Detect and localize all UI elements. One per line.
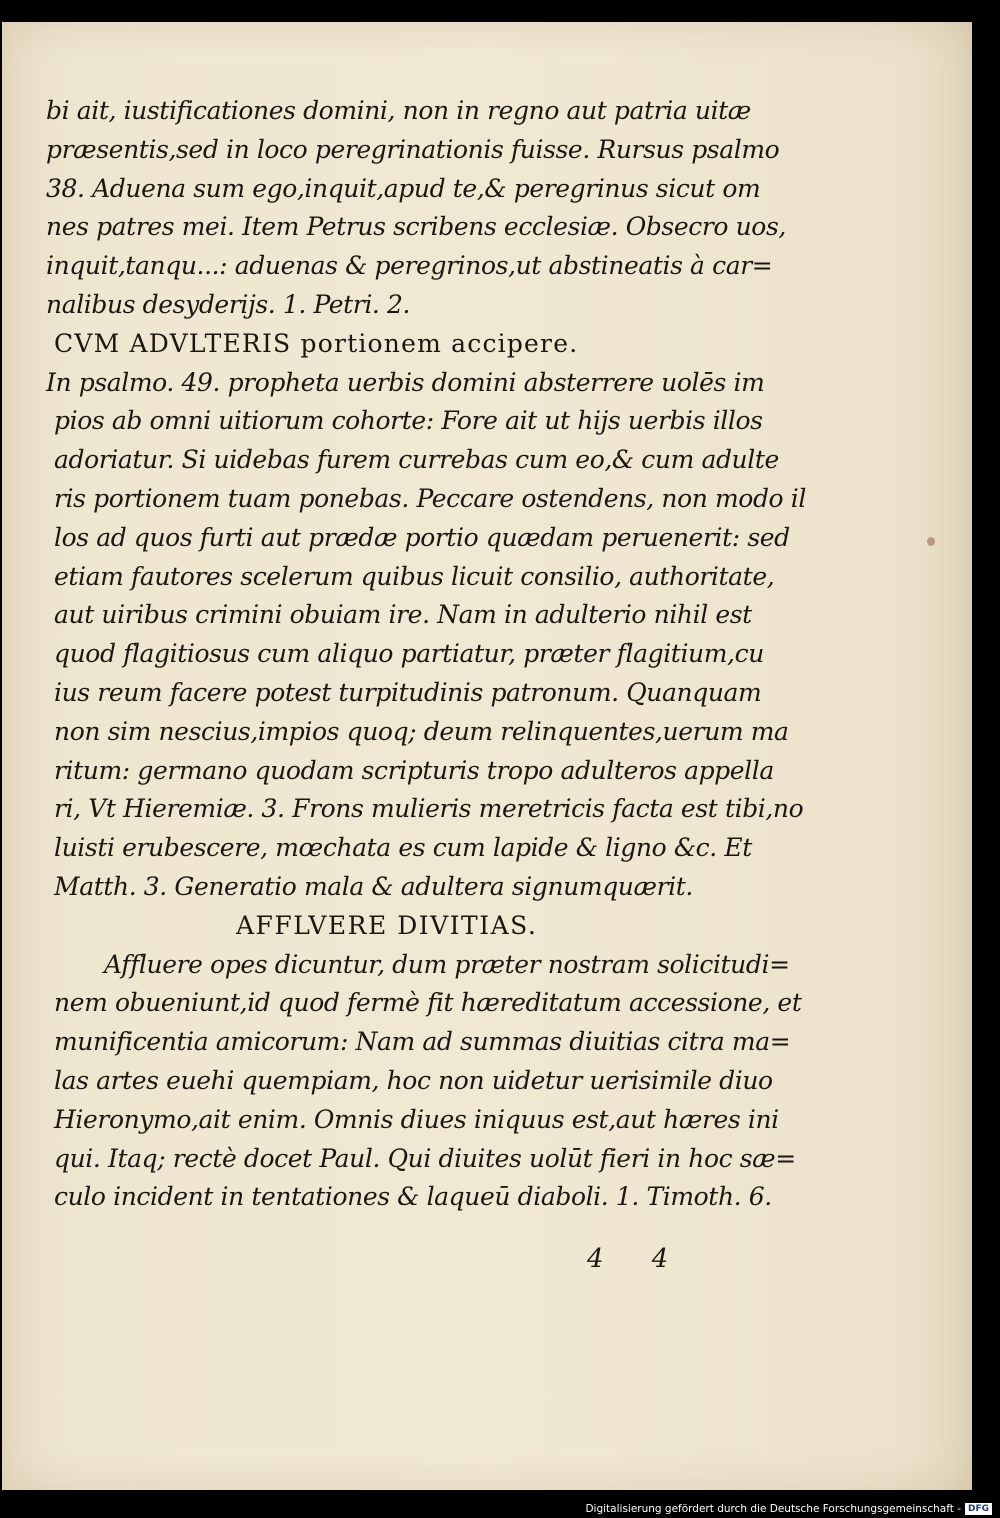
text-line: qui. Itaq; rectè docet Paul. Qui diuites uolūt fieri in hoc sæ= (54, 1143, 796, 1173)
text-line: In psalmo. 49. propheta uerbis domini absterrere uolēs im (46, 367, 765, 397)
page-text (46, 92, 806, 1217)
text-line: inquit,tanqu...: aduenas & peregrinos,ut abstineatis à car= (46, 251, 773, 281)
dfg-logo[interactable]: DFG (965, 1503, 992, 1515)
funding-footer (585, 1500, 992, 1518)
text-line: Affluere opes dicuntur, dum præter nostram solicitudi= (104, 949, 790, 979)
text-line: los ad quos furti aut prædæ portio quædam peruenerit: sed (54, 522, 790, 552)
text-line: Hieronymo,ait enim. Omnis diues iniquus est,aut hæres ini (54, 1104, 779, 1134)
text-line: luisti erubescere, mœchata es cum lapide & ligno &c. Et (54, 833, 752, 863)
text-line: nalibus desyderijs. 1. Petri. 2. (46, 289, 411, 319)
text-line: Matth. 3. Generatio mala & adultera signumquærit. (54, 871, 693, 901)
text-line: munificentia amicorum: Nam ad summas diuitias citra ma= (54, 1027, 791, 1057)
text-line: aut uiribus crimini obuiam ire. Nam in adulterio nihil est (54, 600, 752, 630)
text-line: quod flagitiosus cum aliquo partiatur, præter flagitium,cu (54, 639, 764, 669)
funding-text: Digitalisierung gefördert durch die Deutsche Forschungsgemeinschaft - (585, 1503, 961, 1515)
text-line: non sim nescius,impios quoq; deum relinquentes,uerum ma (54, 716, 789, 746)
text-line: ri, Vt Hieremiæ. 3. Frons mulieris meretricis facta est tibi,no (54, 794, 804, 824)
book-page (2, 22, 972, 1490)
signature-mark: 4 4 (587, 1244, 689, 1274)
text-line: 38. Aduena sum ego,inquit,apud te,& peregrinus sicut om (46, 173, 761, 203)
text-line: præsentis,sed in loco peregrinationis fuisse. Rursus psalmo (46, 134, 780, 164)
section-heading: CVM ADVLTERIS portionem accipere. (54, 328, 579, 358)
text-line: ris portionem tuam ponebas. Peccare ostendens, non modo il (54, 483, 806, 513)
text-line: ritum: germano quodam scripturis tropo adulteros appella (54, 755, 774, 785)
paper-stain (927, 537, 935, 546)
text-line: ius reum facere potest turpitudinis patronum. Quanquam (54, 677, 762, 707)
text-line: nes patres mei. Item Petrus scribens ecclesiæ. Obsecro uos, (46, 212, 786, 242)
text-line: bi ait, iustificationes domini, non in regno aut patria uitæ (46, 96, 751, 125)
text-line: culo incident in tentationes & laqueū diaboli. 1. Timoth. 6. (54, 1182, 772, 1212)
text-line: etiam fautores scelerum quibus licuit consilio, authoritate, (54, 561, 775, 591)
section-heading: AFFLVERE DIVITIAS. (236, 910, 538, 940)
text-line: nem obueniunt,id quod fermè fit hæreditatum accessione, et (54, 988, 802, 1018)
text-line: pios ab omni uitiorum cohorte: Fore ait ut hijs uerbis illos (54, 406, 763, 436)
text-line: adoriatur. Si uidebas furem currebas cum eo,& cum adulte (54, 445, 779, 475)
text-line: las artes euehi quempiam, hoc non uidetur uerisimile diuo (54, 1065, 773, 1095)
